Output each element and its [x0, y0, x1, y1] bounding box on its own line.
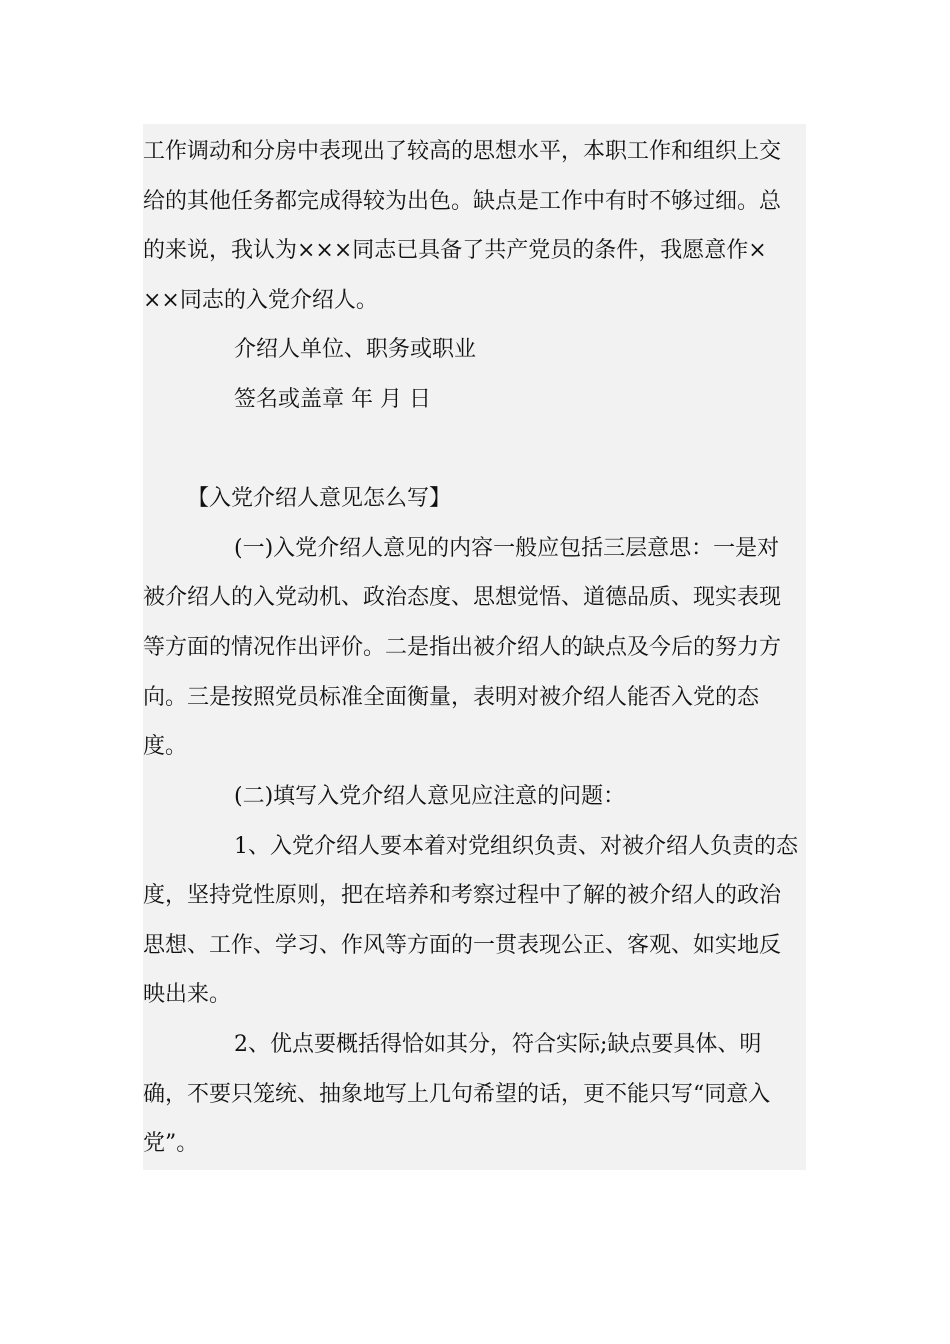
paragraph-line: 党”。	[143, 1131, 199, 1156]
paragraph-line: 被介绍人的入党动机、政治态度、思想觉悟、道德品质、现实表现	[143, 585, 782, 610]
paragraph-line: 的来说，我认为×××同志已具备了共产党员的条件，我愿意作×	[143, 238, 767, 263]
section-heading: 【入党介绍人意见怎么写】	[187, 486, 452, 511]
document-text-block	[143, 124, 806, 1170]
paragraph-line: 1、入党介绍人要本着对党组织负责、对被介绍人负责的态	[234, 834, 798, 859]
paragraph-line: 2、优点要概括得恰如其分，符合实际;缺点要具体、明	[234, 1032, 762, 1057]
paragraph-line: 思想、工作、学习、作风等方面的一贯表现公正、客观、如实地反	[143, 933, 782, 958]
paragraph-line: 向。三是按照党员标准全面衡量，表明对被介绍人能否入党的态	[143, 685, 760, 710]
signature-date-label: 签名或盖章 年 月 日	[234, 387, 431, 412]
paragraph-line: (二)填写入党介绍人意见应注意的问题：	[234, 784, 626, 809]
paragraph-line: 确，不要只笼统、抽象地写上几句希望的话，更不能只写“同意入	[143, 1082, 771, 1107]
paragraph-line: (一)入党介绍人意见的内容一般应包括三层意思：一是对	[234, 536, 780, 561]
paragraph-line: 映出来。	[143, 982, 232, 1007]
paragraph-line: 给的其他任务都完成得较为出色。缺点是工作中有时不够过细。总	[143, 189, 782, 214]
paragraph-line: 等方面的情况作出评价。二是指出被介绍人的缺点及今后的努力方	[143, 635, 782, 660]
paragraph-line: 度。	[143, 734, 188, 759]
paragraph-line: 工作调动和分房中表现出了较高的思想水平，本职工作和组织上交	[143, 139, 782, 164]
introducer-unit-label: 介绍人单位、职务或职业	[234, 337, 477, 362]
paragraph-line: 度，坚持党性原则，把在培养和考察过程中了解的被介绍人的政治	[143, 883, 782, 908]
paragraph-line: ××同志的入党介绍人。	[143, 288, 378, 313]
